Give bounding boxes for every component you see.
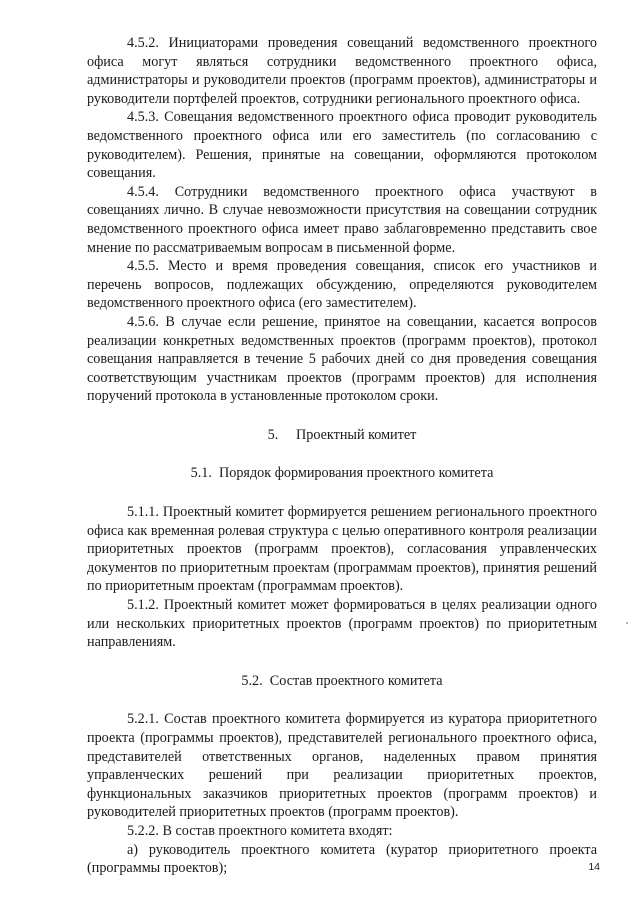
paragraph-4-5-6: 4.5.6. В случае если решение, принятое на совещании, касается вопросов реализации конкретных ведомственных проектов (программ проектов), протокол совещания направляется в течение 5 рабочих дней со дня проведения совещания соответствующим участникам проектов (программ проектов) для исполнения поручений протокола в установленные протоколом сроки. bbox=[87, 313, 597, 405]
page-number: 14 bbox=[588, 861, 600, 873]
paragraph-5-1-1: 5.1.1. Проектный комитет формируется решением регионального проектного офиса как временная ролевая структура с целью оперативного контроля реализации приоритетных проектов (программ проектов), согласования управленческих документов по приоритетным проектам (программам проектов), принятия решений по приоритетным проектам (программам проектов). bbox=[87, 504, 597, 595]
list-item-a: а) руководитель проектного комитета (куратор приоритетного проекта (программы проектов); bbox=[87, 841, 597, 877]
paragraph-4-5-5: 4.5.5. Место и время проведения совещания, список его участников и перечень вопросов, подлежащих обсуждению, определяются руководителем ведомственного проектного офиса (его заместителем). bbox=[87, 258, 597, 312]
paragraph-4-5-3: 4.5.3. Совещания ведомственного проектного офиса проводит руководитель ведомственного проектного офиса или его заместитель (по согласованию с руководителем). Решения, принятые на совещании, оформляются протоколом совещания. bbox=[87, 109, 597, 182]
section-heading-5: 5. Проектный комитет bbox=[267, 426, 417, 443]
paragraph-5-2-1: 5.2.1. Состав проектного комитета формируется из куратора приоритетного проекта (программы проектов), представителей регионального проектного офиса, представителей ответственных органов, наделенных правом принятия управленческих решений при реализации приоритетных проектов, функциональных заказчиков приоритетных проектов (программ проектов) и руководителей приоритетных проектов (программ проектов). bbox=[87, 711, 597, 821]
paragraph-5-2-2: 5.2.2. В состав проектного комитета входят: bbox=[127, 822, 393, 839]
page-content bbox=[87, 34, 597, 878]
paragraph-5-1-2: 5.1.2. Проектный комитет может формироваться в целях реализации одного или нескольких приоритетных проектов (программ проектов) по приоритетным направлениям. bbox=[87, 597, 597, 651]
paragraph-4-5-2: 4.5.2. Инициаторами проведения совещаний ведомственного проектного офиса могут являться сотрудники ведомственного проектного офиса, администраторы и руководители проектов (программ проектов), администраторы и руководители портфелей проектов, сотрудники регионального проектного офиса. bbox=[87, 35, 597, 107]
subsection-heading-5-1: 5.1. Порядок формирования проектного комитета bbox=[190, 465, 494, 482]
paragraph-4-5-4: 4.5.4. Сотрудники ведомственного проектного офиса участвуют в совещаниях лично. В случае невозможности присутствия на совещании сотрудник ведомственного проектного офиса имеет право заблаговременно представить свое мнение по рассматриваемым вопросам в письменной форме. bbox=[87, 183, 597, 256]
scan-artifact-dot bbox=[626, 622, 628, 624]
subsection-heading-5-2: 5.2. Состав проектного комитета bbox=[241, 672, 443, 689]
